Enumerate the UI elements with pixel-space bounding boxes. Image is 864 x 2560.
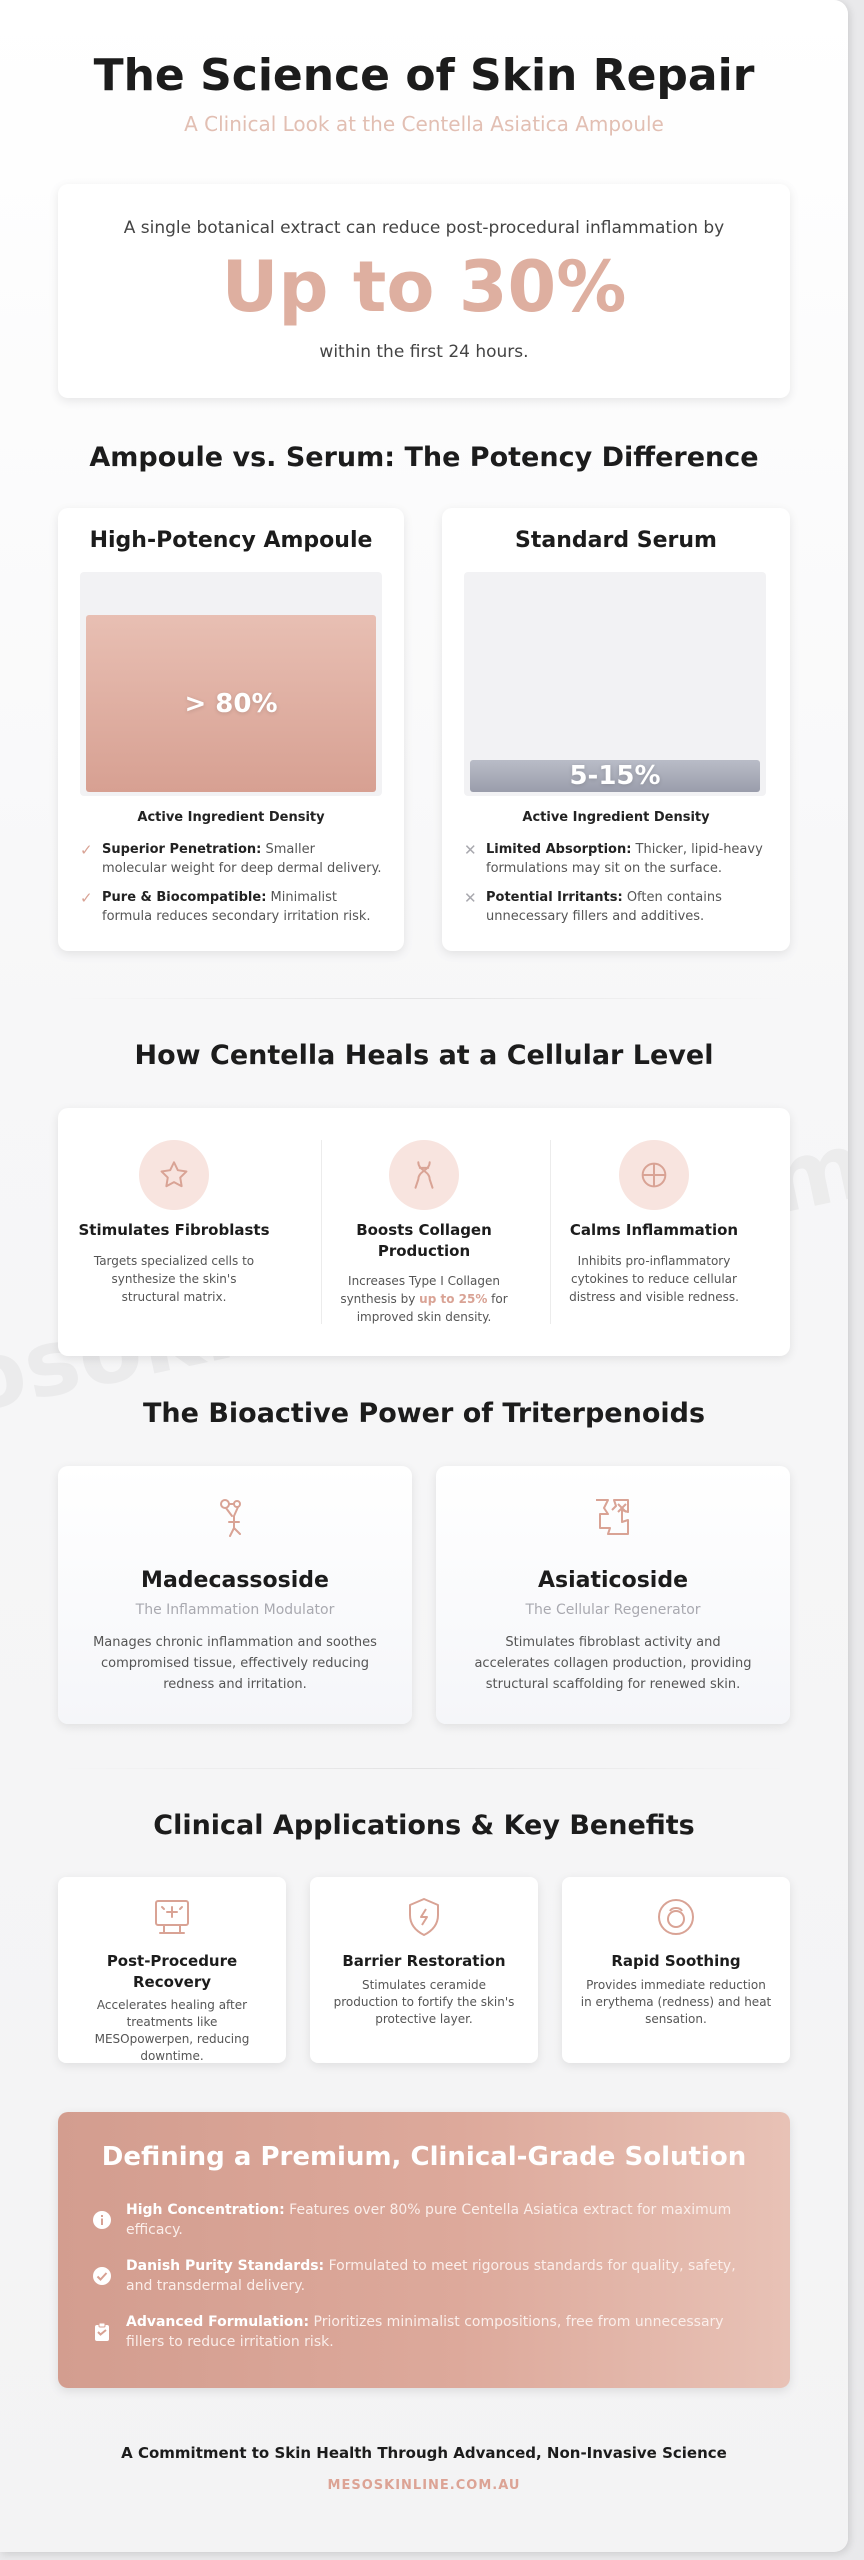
x-icon: ✕ bbox=[464, 889, 477, 907]
premium-item-text: Prioritizes minimalist compositions, free from unnecessary fillers to reduce irritation risk. bbox=[126, 2314, 724, 2350]
ampoule-bar-label: Active Ingredient Density bbox=[137, 810, 325, 825]
cellular-desc-text: for improved skin density. bbox=[356, 1292, 508, 1324]
application-card bbox=[58, 1877, 286, 2063]
cellular-item-desc: Inhibits pro-inflammatory cytokines to reduce cellular distress and visible redness. bbox=[569, 1254, 739, 1304]
cellular-item-desc: Targets specialized cells to synthesize the skin's structural matrix. bbox=[93, 1254, 255, 1304]
application-card bbox=[310, 1877, 538, 2063]
premium-panel bbox=[58, 2112, 790, 2388]
ampoule-point-text: Smaller molecular weight for deep dermal delivery. bbox=[102, 842, 382, 876]
stat-value: Up to 30% bbox=[221, 246, 627, 328]
shield-icon bbox=[402, 1895, 446, 1939]
serum-point bbox=[464, 888, 766, 926]
ampoule-card bbox=[58, 508, 404, 951]
puzzle-icon bbox=[592, 1496, 634, 1540]
triterpenoids-heading: The Bioactive Power of Triterpenoids bbox=[142, 1398, 706, 1429]
premium-item bbox=[126, 2256, 746, 2296]
cellular-item bbox=[540, 1108, 768, 1356]
serum-point bbox=[464, 840, 766, 878]
check-icon: ✓ bbox=[80, 841, 93, 859]
premium-item-text: Features over 80% pure Centella Asiatica extract for maximum efficacy. bbox=[126, 2202, 732, 2238]
stat-card bbox=[58, 184, 790, 398]
cellular-item-desc bbox=[332, 1272, 516, 1326]
premium-title: Defining a Premium, Clinical-Grade Solution bbox=[101, 2142, 747, 2172]
serum-point-bold: Limited Absorption: bbox=[486, 842, 632, 857]
footer-tagline: A Commitment to Skin Health Through Advanced, Non-Invasive Science bbox=[121, 2444, 727, 2462]
triterpenoid-desc: Manages chronic inflammation and soothes compromised tissue, effectively reducing redness and irritation. bbox=[93, 1635, 377, 1692]
crosshair-icon bbox=[619, 1140, 689, 1210]
ampoule-bar bbox=[86, 615, 376, 792]
premium-item-bold: High Concentration: bbox=[126, 2202, 285, 2218]
applications-heading: Clinical Applications & Key Benefits bbox=[153, 1810, 695, 1841]
sparkle-board-icon bbox=[150, 1895, 194, 1939]
triterpenoid-name: Madecassoside bbox=[141, 1568, 329, 1593]
cellular-desc-highlight: up to 25% bbox=[419, 1292, 488, 1306]
soothe-icon bbox=[654, 1895, 698, 1939]
triterpenoid-card bbox=[436, 1466, 790, 1724]
serum-point-text: Often contains unnecessary fillers and additives. bbox=[486, 890, 722, 924]
cellular-item bbox=[310, 1108, 538, 1356]
ampoule-point bbox=[80, 840, 382, 878]
serum-point-bold: Potential Irritants: bbox=[486, 890, 623, 905]
page-subtitle: A Clinical Look at the Centella Asiatica Ampoule bbox=[184, 112, 664, 136]
application-title: Barrier Restoration bbox=[342, 1952, 506, 1970]
check-icon: ✓ bbox=[80, 889, 93, 907]
application-desc: Provides immediate reduction in erythema (redness) and heat sensation. bbox=[580, 1978, 772, 2026]
ampoule-bar-track bbox=[80, 572, 382, 796]
serum-bar bbox=[470, 760, 760, 792]
stat-outro: within the first 24 hours. bbox=[319, 342, 529, 362]
ampoule-point-bold: Superior Penetration: bbox=[102, 842, 262, 857]
section-divider bbox=[58, 1768, 790, 1769]
check-circle-icon bbox=[92, 2266, 112, 2286]
application-desc: Stimulates ceramide production to fortify the skin's protective layer. bbox=[333, 1978, 515, 2026]
x-icon: ✕ bbox=[464, 841, 477, 859]
triterpenoid-card bbox=[58, 1466, 412, 1724]
serum-point-text: Thicker, lipid-heavy formulations may sit on the surface. bbox=[486, 842, 763, 876]
serum-bar-track bbox=[464, 572, 766, 796]
cellular-item-title: Calms Inflammation bbox=[569, 1221, 739, 1239]
star-icon bbox=[139, 1140, 209, 1210]
ampoule-bar-value: > 80% bbox=[184, 688, 278, 719]
serum-title: Standard Serum bbox=[515, 528, 717, 553]
serum-bar-label: Active Ingredient Density bbox=[522, 810, 710, 825]
info-circle-icon bbox=[92, 2210, 112, 2230]
clipboard-icon bbox=[92, 2322, 112, 2342]
application-desc: Accelerates healing after treatments like MESOpowerpen, reducing downtime. bbox=[94, 1998, 250, 2063]
application-title: Post-Procedure Recovery bbox=[106, 1952, 238, 1991]
cellular-item-title: Stimulates Fibroblasts bbox=[78, 1221, 270, 1239]
molecule-icon bbox=[214, 1496, 254, 1540]
cellular-heading: How Centella Heals at a Cellular Level bbox=[134, 1040, 714, 1071]
cellular-item-title: Boosts Collagen Production bbox=[356, 1221, 492, 1260]
premium-item-text: Formulated to meet rigorous standards for quality, safety, and transdermal delivery. bbox=[126, 2258, 736, 2294]
section-divider bbox=[58, 998, 790, 999]
application-title: Rapid Soothing bbox=[611, 1952, 741, 1970]
stat-intro: A single botanical extract can reduce post-procedural inflammation by bbox=[123, 218, 725, 238]
footer-site-link[interactable]: MESOSKINLINE.COM.AU bbox=[327, 2478, 521, 2493]
ampoule-title: High-Potency Ampoule bbox=[89, 528, 373, 553]
comparison-heading: Ampoule vs. Serum: The Potency Difference bbox=[89, 442, 759, 473]
ampoule-point-text: Minimalist formula reduces secondary irritation risk. bbox=[102, 890, 371, 924]
dna-icon bbox=[389, 1140, 459, 1210]
premium-item bbox=[126, 2200, 746, 2240]
ampoule-point bbox=[80, 888, 382, 926]
serum-bar-value: 5-15% bbox=[569, 761, 661, 791]
ampoule-point-bold: Pure & Biocompatible: bbox=[102, 890, 267, 905]
cellular-card bbox=[58, 1108, 790, 1356]
application-card bbox=[562, 1877, 790, 2063]
premium-item-bold: Advanced Formulation: bbox=[126, 2314, 310, 2330]
triterpenoid-role: The Cellular Regenerator bbox=[525, 1602, 701, 1618]
serum-card bbox=[442, 508, 790, 951]
triterpenoid-role: The Inflammation Modulator bbox=[135, 1602, 335, 1618]
premium-item-bold: Danish Purity Standards: bbox=[126, 2258, 325, 2274]
cellular-item bbox=[60, 1108, 288, 1356]
page-title: The Science of Skin Repair bbox=[93, 50, 755, 101]
triterpenoid-desc: Stimulates fibroblast activity and accelerates collagen production, providing structural scaffolding for renewed skin. bbox=[474, 1635, 752, 1692]
triterpenoid-name: Asiaticoside bbox=[537, 1568, 689, 1593]
cellular-desc-text: Increases Type I Collagen synthesis by bbox=[340, 1274, 500, 1306]
premium-item bbox=[126, 2312, 746, 2352]
